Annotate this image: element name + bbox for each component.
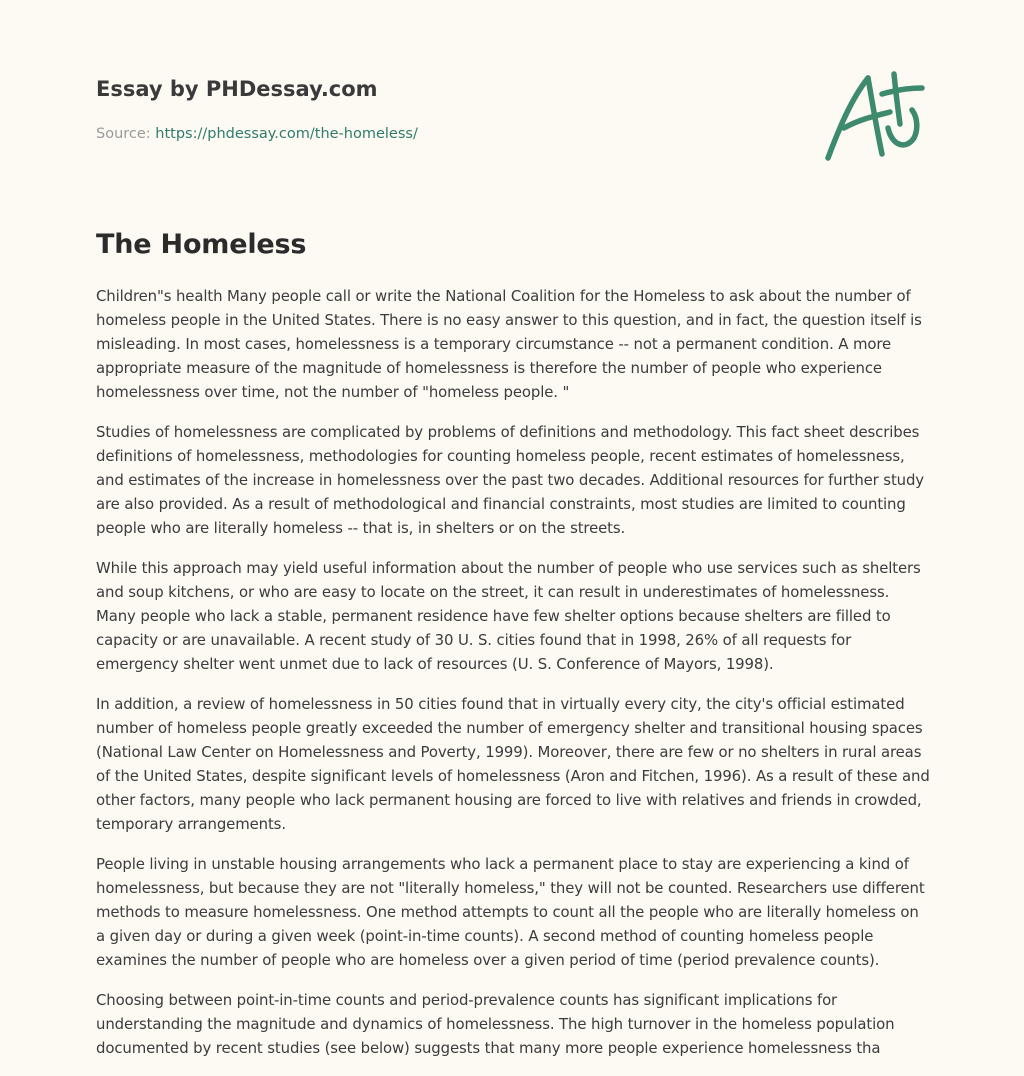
- header: [96, 74, 696, 144]
- a-plus-grade-logo-icon: [818, 64, 930, 168]
- source-label: Source:: [96, 126, 156, 142]
- essay-paragraph: In addition, a review of homelessness in 50 cities found that in virtually every city, the city's official estimated number of homeless people greatly exceeded the number of emergency shelter and transitional housing spaces (National Law Center on Homelessness and Poverty, 1999). Moreover, there are few or no shelters in rural areas of the United States, despite significant levels of homelessness (Aron and Fitchen, 1996). As a result of these and other factors, many people who lack permanent housing are forced to live with relatives and friends in crowded, temporary arrangements.: [96, 695, 930, 833]
- essay-paragraph: Studies of homelessness are complicated by problems of definitions and methodology. This fact sheet describes definitions of homelessness, methodologies for counting homeless people, recent estimates of homelessness, and estimates of the increase in homelessness over the past two decades. Additional resources for further study are also provided. As a result of methodological and financial constraints, most studies are limited to counting people who are literally homeless -- that is, in shelters or on the streets.: [96, 423, 925, 537]
- source-link[interactable]: https://phdessay.com/the-homeless/: [155, 126, 418, 142]
- essay-paragraph: People living in unstable housing arrangements who lack a permanent place to stay are experiencing a kind of homelessness, but because they are not "literally homeless," they will not be counted. Researchers use different methods to measure homelessness. One method attempts to count all the people who are literally homeless on a given day or during a given week (point-in-time counts). A second method of counting homeless people examines the number of people who are homeless over a given period of time (period prevalence counts).: [96, 855, 925, 969]
- essay-paragraph: Choosing between point-in-time counts and period-prevalence counts has significant implications for understanding the magnitude and dynamics of homelessness. The high turnover in the homeless population documented by recent studies (see below) suggests that many more people experience homelessness tha: [96, 991, 895, 1057]
- site-brand: Essay by PHDessay.com: [96, 77, 378, 101]
- essay-paragraph: While this approach may yield useful information about the number of people who use services such as shelters and soup kitchens, or who are easy to locate on the street, it can result in underestimates of homelessness. Many people who lack a stable, permanent residence have few shelter options because shelters are filled to capacity or are unavailable. A recent study of 30 U. S. cities found that in 1998, 26% of all requests for emergency shelter went unmet due to lack of resources (U. S. Conference of Mayors, 1998).: [96, 559, 921, 673]
- essay-title: The Homeless: [96, 229, 307, 260]
- source-line: [96, 124, 696, 144]
- essay-paragraph: Children"s health Many people call or write the National Coalition for the Homeless to ask about the number of homeless people in the United States. There is no easy answer to this question, and in fact, the question itself is misleading. In most cases, homelessness is a temporary circumstance -- not a permanent condition. A more appropriate measure of the magnitude of homelessness is therefore the number of people who experience homelessness over time, not the number of "homeless people. ": [96, 287, 922, 401]
- essay-body: [96, 284, 930, 1076]
